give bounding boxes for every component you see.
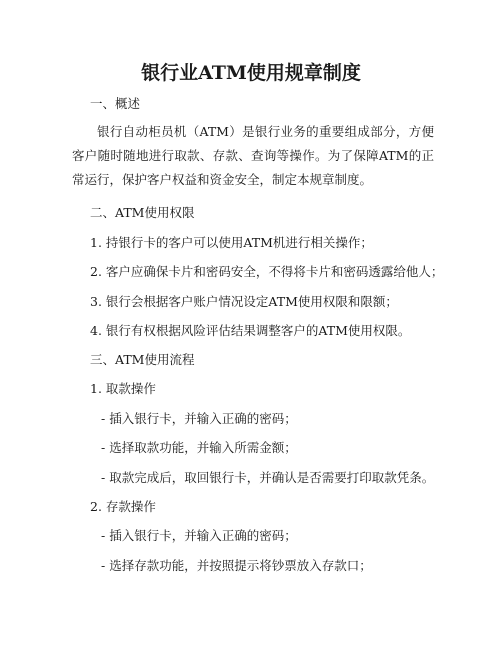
withdraw-step: - 插入银行卡，并输入正确的密码；: [101, 411, 297, 426]
document-title: 银行业ATM使用规章制度: [141, 62, 361, 84]
withdraw-step: - 选择取款功能，并输入所需金额；: [101, 440, 297, 455]
deposit-step: - 插入银行卡，并输入正确的密码；: [101, 528, 297, 543]
permission-item: 4. 银行有权根据风险评估结果调整客户的ATM使用权限。: [90, 323, 411, 338]
overview-paragraph: 银行自动柜员机（ATM）是银行业务的重要组成部分，方便客户随时随地进行取款、存款、查询等操作。为了保障ATM的正常运行，保护客户权益和资金安全，制定本规章制度。: [72, 124, 434, 187]
subsection-heading-withdraw: 1. 取款操作: [90, 381, 156, 396]
deposit-step: - 选择存款功能，并按照提示将钞票放入存款口；: [101, 558, 372, 573]
section-heading-procedure: 三、ATM使用流程: [90, 352, 195, 367]
permission-item: 3. 银行会根据客户账户情况设定ATM使用权限和限额；: [90, 294, 398, 309]
section-heading-permissions: 二、ATM使用权限: [90, 205, 195, 220]
permission-item: 1. 持银行卡的客户可以使用ATM机进行相关操作；: [90, 235, 373, 250]
permission-item: 2. 客户应确保卡片和密码安全，不得将卡片和密码透露给他人；: [90, 264, 444, 279]
withdraw-step: - 取款完成后，取回银行卡，并确认是否需要打印取款凭条。: [101, 470, 435, 485]
subsection-heading-deposit: 2. 存款操作: [90, 499, 156, 514]
section-heading-overview: 一、概述: [90, 96, 141, 111]
